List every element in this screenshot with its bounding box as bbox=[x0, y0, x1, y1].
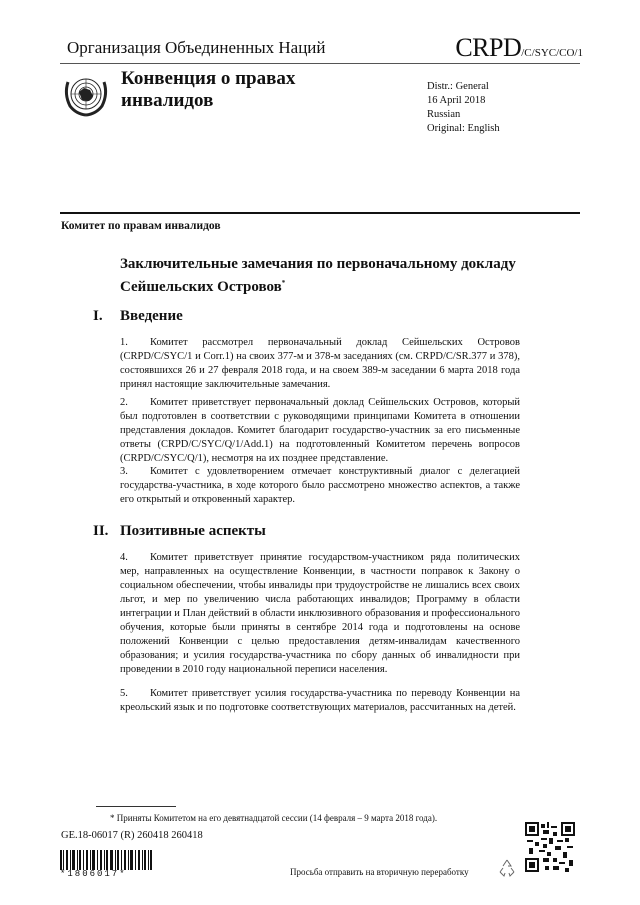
issue-date: 16 April 2018 bbox=[427, 95, 486, 106]
paragraph-number: 3. bbox=[120, 466, 128, 477]
section-title: Введение bbox=[120, 308, 183, 324]
paragraph-text: Комитет с удовлетворением отмечает конструктивный диалог с делегацией государства-участника, в ходе которого было рассмотрено множество аспектов, а также его открытый и откровенный характер. bbox=[120, 466, 520, 505]
paragraph-number: 5. bbox=[120, 688, 128, 699]
paragraph-text: Комитет приветствует первоначальный доклад Сейшельских Островов, который был подготовлен в соответствии с руководящими принципами Комитета в отношении представления докладов. Комитет благодарит государство-участник за его письменные ответы (CRPD/C/SYC/Q/1/Add.1) на подготовленный Комитетом перечень вопросов (CRPD/C/SYC/Q/1), несмотря на их позднее представление. bbox=[120, 397, 520, 464]
title-text: Заключительные замечания по первоначальному докладу Сейшельских Островов bbox=[120, 256, 516, 295]
paragraph-text: Комитет рассмотрел первоначальный доклад Сейшельских Островов (CRPD/C/SYC/1 и Corr.1) на своих 377-м и 378-м заседаниях (см. CRPD/C/SR.377 и 378), состоявшихся 26 и 27 февраля 2018 года, и на своем 389-м заседании 6 марта 2018 года принял настоящие заключительные замечания. bbox=[120, 337, 520, 390]
distr-label: Distr.: General bbox=[427, 81, 489, 92]
paragraph bbox=[120, 465, 520, 507]
paragraph-number: 1. bbox=[120, 337, 128, 348]
organization-name: Организация Объединенных Наций bbox=[67, 38, 326, 57]
paragraph-text: Комитет приветствует усилия государства-участника по переводу Конвенции на креольский язык и по подготовке соответствующих материалов, рассчитанных на детей. bbox=[120, 688, 520, 713]
section-heading-1 bbox=[93, 308, 183, 325]
footnote-marker[interactable]: * bbox=[281, 279, 286, 287]
job-number: GE.18-06017 (R) 260418 260418 bbox=[61, 830, 203, 841]
section-number: I. bbox=[93, 308, 103, 324]
footnote-rule bbox=[96, 806, 176, 807]
language: Russian bbox=[427, 109, 461, 120]
document-symbol bbox=[455, 33, 583, 63]
recycle-icon bbox=[497, 858, 517, 878]
heavy-rule bbox=[60, 212, 580, 214]
un-emblem-icon bbox=[62, 70, 110, 118]
barcode-icon bbox=[60, 850, 152, 870]
symbol-suffix: /C/SYC/CO/1 bbox=[521, 47, 583, 59]
paragraph bbox=[120, 551, 520, 677]
paragraph-number: 2. bbox=[120, 397, 128, 408]
paragraph bbox=[120, 687, 520, 715]
recycle-notice: Просьба отправить на вторичную переработку bbox=[290, 867, 469, 877]
document-title bbox=[120, 255, 520, 297]
distribution-block bbox=[427, 80, 500, 136]
footnote: * Приняты Комитетом на его девятнадцатой сессии (14 февраля – 9 марта 2018 года). bbox=[110, 813, 438, 823]
symbol-main: CRPD bbox=[455, 33, 522, 62]
convention-title: Конвенция о правах инвалидов bbox=[121, 68, 296, 111]
committee-name: Комитет по правам инвалидов bbox=[61, 220, 221, 232]
paragraph bbox=[120, 396, 520, 466]
paragraph-number: 4. bbox=[120, 552, 128, 563]
barcode-number: *1806017* bbox=[60, 869, 127, 879]
header-rule bbox=[60, 63, 580, 64]
section-number: II. bbox=[93, 523, 109, 539]
qr-code-icon[interactable] bbox=[525, 822, 575, 872]
paragraph-text: Комитет приветствует принятие государством-участником ряда политических мер, направленных на осуществление Конвенции, в частности поправок к Закону о социальном обеспечении, чтобы инвалиды при трудоустройстве не лишались всех своих льгот, и мер по увеличению числа работающих инвалидов; Программу в области интеграции и План действий в области инклюзивного образования и профессионального обучения, которые были приняты в сентябре 2014 года и подготовлены на основе положений Конвенции с целью предоставления детям-инвалидам качественного образования; и усилия государства-участника по сбору данных об инвалидности при проведении в 2010 году национальной переписи населения. bbox=[120, 552, 520, 675]
paragraph bbox=[120, 336, 520, 392]
original-language: Original: English bbox=[427, 123, 500, 134]
section-title: Позитивные аспекты bbox=[120, 523, 266, 539]
section-heading-2 bbox=[93, 523, 266, 540]
